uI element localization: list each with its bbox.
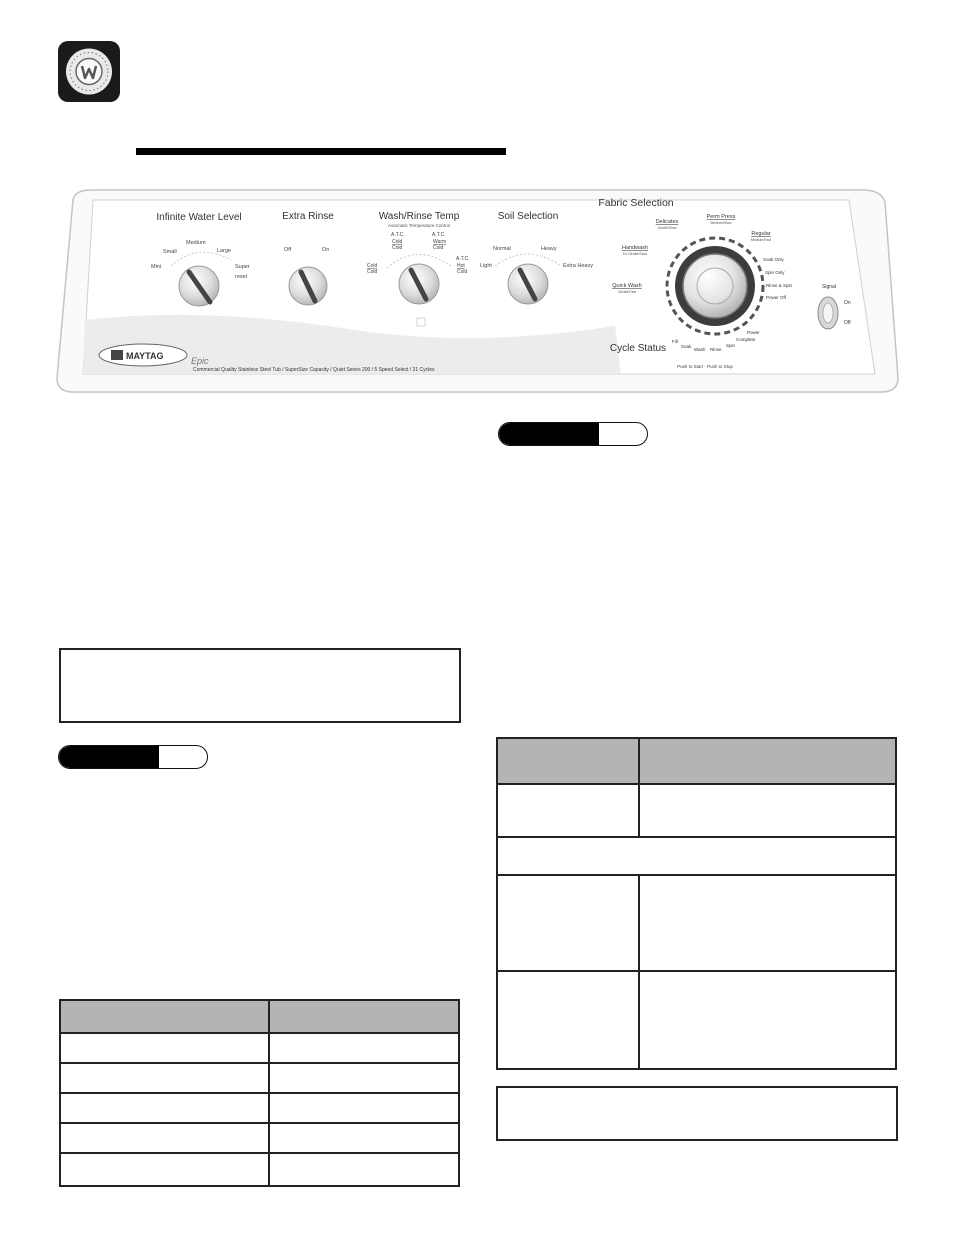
fabric-handwash: Handwash (622, 245, 648, 251)
signal-title: Signal (822, 284, 836, 290)
note-box-left (59, 648, 461, 723)
note-box-right (496, 1086, 898, 1141)
water-level-title: Infinite Water Level (156, 212, 242, 223)
temp-warm: Warm (433, 239, 447, 245)
table-cell (269, 1153, 459, 1186)
soil-normal: Normal (493, 246, 511, 252)
right-table-header-row (497, 738, 896, 784)
water-level-knob[interactable] (179, 266, 219, 306)
temp-atc-left: A.T.C. (391, 232, 405, 238)
rinse-on-label: On (322, 247, 330, 253)
soil-heavy: Heavy (541, 246, 557, 252)
temp-knob[interactable] (399, 264, 439, 304)
temp-atc-right: A.T.C. (432, 232, 446, 238)
table-row (60, 1033, 459, 1063)
temp-subtitle: Automatic Temperature Control (387, 223, 451, 228)
table-cell (497, 875, 639, 971)
water-medium-label: Medium (186, 240, 206, 246)
table-cell (639, 784, 896, 837)
water-reset-label: reset (235, 274, 248, 280)
maytag-logo-icon (58, 41, 120, 102)
status-soak: Soak (681, 344, 692, 349)
temp-warm-cold: Cold (433, 245, 444, 251)
table-row (497, 971, 896, 1069)
fabric-quick-wash-sub: Gentle/Fast (617, 290, 637, 294)
brand-tagline: Commercial Quality Stainless Steel Tub / SuperSize Capacity / Quiet Series 200 / 5 Speed Select / 21 Cycles (193, 367, 435, 373)
signal-on: On (844, 300, 851, 306)
signal-off: Off (844, 320, 851, 326)
right-table-header-cell (497, 738, 639, 784)
fabric-quick-wash: Quick Wash (612, 283, 642, 289)
section-pill-left-fill (59, 746, 159, 768)
soil-knob[interactable] (508, 264, 548, 304)
fabric-power-off: Power Off (766, 295, 786, 300)
table-cell (497, 784, 639, 837)
temp-atc-far: A.T.C. (456, 256, 470, 262)
fabric-delicates-sub: Gentle/Slow (657, 226, 677, 230)
soil-light: Light (480, 263, 492, 269)
table-row (60, 1123, 459, 1153)
push-start-stop: Push to Start · Push to Stop (677, 364, 733, 369)
table-cell (639, 875, 896, 971)
fabric-handwash-sub: Ex.Gentle/Slow (623, 252, 647, 256)
fabric-title: Fabric Selection (598, 197, 674, 209)
water-super-label: Super (235, 264, 250, 270)
extra-rinse-title: Extra Rinse (282, 211, 334, 222)
temp-hot-cold: Cold (457, 269, 468, 275)
power-complete-1: Power (747, 330, 760, 335)
table-row-span (497, 837, 896, 875)
soil-extra-heavy: Extra Heavy (563, 263, 593, 269)
table-cell (497, 971, 639, 1069)
temp-left-cold-1: Cold (367, 263, 378, 269)
table-row (60, 1153, 459, 1186)
table-cell (269, 1093, 459, 1123)
title-rule (136, 148, 506, 155)
left-table-header-cell (269, 1000, 459, 1033)
temp-left-cold-2: Cold (367, 269, 378, 275)
table-cell (60, 1093, 269, 1123)
fabric-soak-only: Soak Only (763, 257, 784, 262)
cycle-dial-knob[interactable] (675, 246, 755, 326)
temp-cold-top-2: Cold (392, 245, 403, 251)
temp-title: Wash/Rinse Temp (378, 211, 460, 222)
right-table-header-cell (639, 738, 896, 784)
table-row (60, 1063, 459, 1093)
fabric-perm-press-sub: Medium/Slow (710, 221, 732, 225)
table-cell (60, 1063, 269, 1093)
maytag-emblem-icon (58, 41, 120, 102)
section-pill-right-fill (499, 423, 599, 445)
power-complete-2: Complete (736, 337, 756, 342)
signal-switch[interactable] (818, 297, 838, 329)
table-cell (497, 837, 896, 875)
right-table (496, 737, 897, 1070)
rinse-off-label: Off (284, 247, 292, 253)
table-cell (269, 1033, 459, 1063)
table-row (497, 875, 896, 971)
table-cell (639, 971, 896, 1069)
table-cell (60, 1033, 269, 1063)
left-table (59, 999, 460, 1187)
fabric-rinse-spin: Rinse & Spin (766, 283, 793, 288)
water-large-label: Large (217, 248, 232, 254)
maytag-mark-icon (111, 350, 123, 360)
table-row (60, 1093, 459, 1123)
left-table-header-cell (60, 1000, 269, 1033)
table-cell (60, 1123, 269, 1153)
fabric-spin-only: Spin Only (765, 270, 785, 275)
fabric-delicates: Delicates (655, 219, 679, 225)
epic-script: Epic (191, 356, 209, 366)
soil-title: Soil Selection (497, 211, 559, 222)
temp-cold-top-1: Cold (392, 239, 403, 245)
cycle-status-title: Cycle Status (609, 343, 667, 354)
status-spin: Spin (726, 343, 736, 348)
maytag-brand: MAYTAG (126, 351, 164, 361)
table-cell (60, 1153, 269, 1186)
extra-rinse-knob[interactable] (289, 267, 327, 305)
status-fill: Fill (672, 339, 678, 344)
section-pill-left (58, 745, 208, 769)
water-mini-label: Mini (151, 264, 162, 270)
table-cell (269, 1123, 459, 1153)
left-table-header-row (60, 1000, 459, 1033)
status-rinse: Rinse (710, 347, 722, 352)
section-pill-right (498, 422, 648, 446)
status-wash: Wash (694, 347, 706, 352)
table-cell (269, 1063, 459, 1093)
table-row (497, 784, 896, 837)
control-panel-illustration (55, 188, 900, 393)
water-small-label: Small (163, 249, 177, 255)
temp-hot: Hot (457, 263, 465, 269)
fabric-perm-press: Perm Press (706, 214, 736, 220)
fabric-regular-sub: Medium/Fast (750, 238, 772, 242)
fabric-regular: Regular (751, 231, 771, 237)
